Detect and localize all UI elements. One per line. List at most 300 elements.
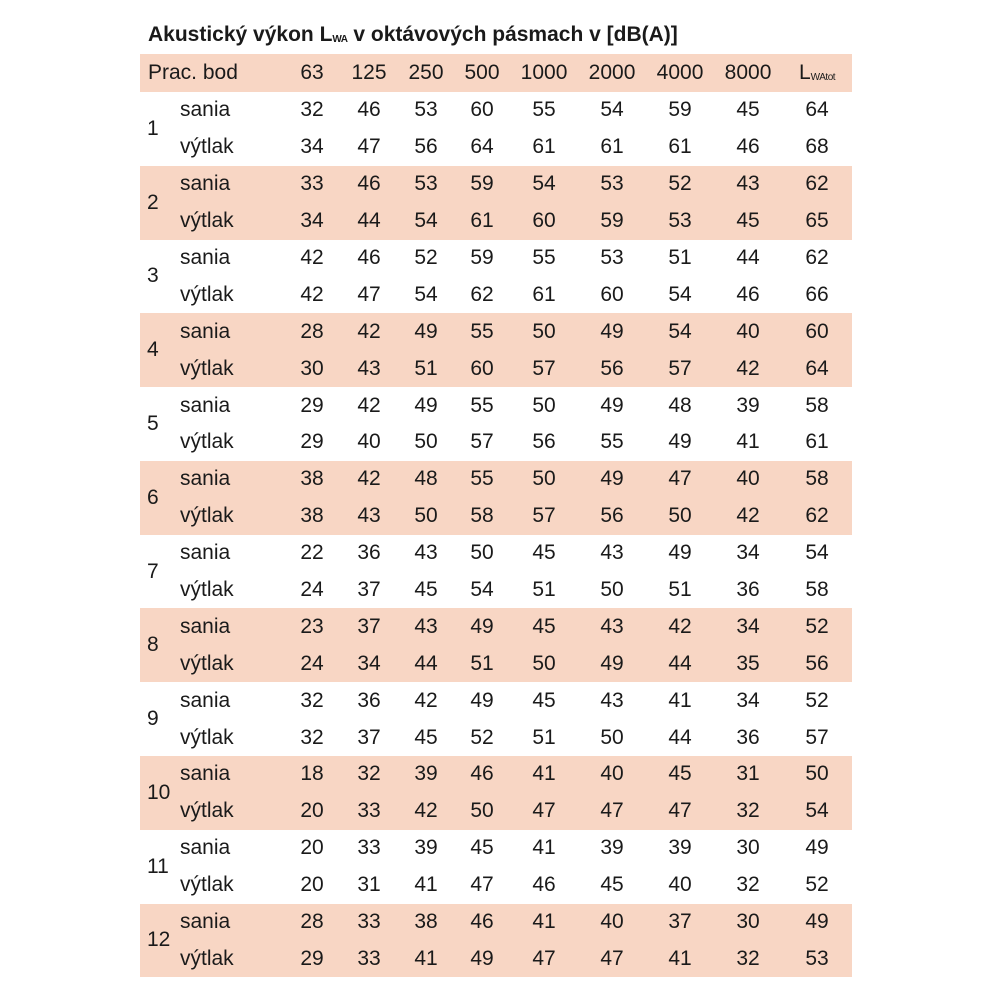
table-row: [140, 498, 852, 535]
band-value: 57: [470, 430, 494, 454]
band-value: 51: [668, 246, 692, 269]
band-value: 53: [600, 172, 624, 196]
mode-label: výtlak: [180, 946, 234, 970]
band-value: 29: [300, 430, 324, 454]
band-value: 51: [668, 578, 692, 602]
band-value: 54: [414, 282, 438, 306]
band-value: 47: [470, 873, 494, 897]
band-value: 61: [470, 209, 494, 233]
band-value: 51: [532, 578, 556, 602]
band-value: 35: [736, 651, 760, 675]
operating-point-number: 1: [147, 116, 159, 140]
band-value: 42: [300, 246, 324, 269]
band-value: 40: [600, 762, 624, 786]
band-value: 47: [668, 799, 692, 823]
operating-point-number: 10: [147, 780, 171, 804]
band-value: 37: [357, 614, 381, 638]
band-value: 36: [736, 725, 760, 749]
total-value: 58: [805, 578, 829, 602]
band-value: 40: [736, 319, 760, 343]
band-value: 43: [414, 541, 438, 565]
table-row: [140, 350, 852, 387]
table-row: [140, 535, 852, 572]
band-value: 46: [357, 172, 381, 196]
band-value: 30: [736, 836, 760, 860]
operating-point-number: 11: [147, 854, 169, 878]
band-value: 37: [668, 910, 692, 934]
band-value: 45: [414, 725, 438, 749]
band-value: 60: [600, 282, 624, 306]
band-value: 38: [414, 910, 438, 934]
total-value: 61: [805, 430, 829, 454]
band-value: 55: [470, 393, 494, 417]
band-value: 40: [736, 467, 760, 491]
band-value: 61: [532, 135, 556, 159]
band-value: 45: [532, 688, 556, 712]
band-value: 49: [470, 688, 494, 712]
header-band: 8000: [724, 61, 772, 84]
band-value: 34: [300, 209, 324, 233]
band-value: 64: [470, 135, 494, 159]
band-value: 39: [668, 836, 692, 860]
band-value: 54: [470, 578, 494, 602]
band-value: 41: [532, 910, 556, 934]
total-value: 54: [805, 541, 829, 565]
band-value: 38: [300, 504, 324, 528]
band-value: 47: [357, 135, 381, 159]
band-value: 50: [532, 393, 556, 417]
band-value: 46: [357, 246, 381, 269]
table-row: [140, 203, 852, 240]
total-value: 62: [805, 172, 829, 196]
mode-label: výtlak: [180, 135, 234, 159]
band-value: 52: [470, 725, 494, 749]
band-value: 56: [600, 504, 624, 528]
total-value: 58: [805, 393, 829, 417]
table-row: [140, 793, 852, 830]
operating-point-group: [140, 166, 852, 240]
band-value: 49: [600, 651, 624, 675]
operating-point-group: [140, 92, 852, 166]
band-value: 43: [600, 614, 624, 638]
header-band: 500: [464, 61, 500, 84]
band-value: 55: [532, 98, 556, 122]
operating-point-group: [140, 240, 852, 314]
band-value: 29: [300, 393, 324, 417]
band-value: 59: [470, 172, 494, 196]
band-value: 54: [600, 98, 624, 122]
band-value: 34: [736, 688, 760, 712]
band-value: 44: [736, 246, 760, 269]
band-value: 32: [736, 799, 760, 823]
table-row: [140, 867, 852, 904]
header-row: [140, 54, 852, 92]
band-value: 54: [668, 282, 692, 306]
operating-point-number: 2: [147, 190, 159, 214]
sound-power-table: [140, 54, 852, 977]
band-value: 58: [470, 504, 494, 528]
band-value: 34: [736, 614, 760, 638]
band-value: 34: [736, 541, 760, 565]
band-value: 45: [470, 836, 494, 860]
mode-label: sania: [180, 319, 231, 343]
band-value: 44: [357, 209, 381, 233]
band-value: 18: [300, 762, 324, 786]
band-value: 36: [357, 541, 381, 565]
total-value: 54: [805, 799, 829, 823]
table-row: [140, 608, 852, 645]
band-value: 54: [532, 172, 556, 196]
band-value: 36: [357, 688, 381, 712]
band-value: 42: [300, 282, 324, 306]
header-total: [782, 54, 852, 92]
total-value: 62: [805, 504, 829, 528]
band-value: 44: [668, 725, 692, 749]
band-value: 46: [736, 282, 760, 306]
band-value: 36: [736, 578, 760, 602]
band-value: 39: [736, 393, 760, 417]
band-value: 41: [414, 873, 438, 897]
header-band: 2000: [588, 61, 636, 84]
band-value: 47: [357, 282, 381, 306]
mode-label: sania: [180, 172, 231, 196]
total-value: 53: [805, 946, 829, 970]
operating-point-group: [140, 461, 852, 535]
band-value: 22: [300, 541, 324, 565]
band-value: 20: [300, 799, 324, 823]
band-value: 42: [414, 799, 438, 823]
operating-point-group: [140, 830, 852, 904]
band-value: 45: [532, 541, 556, 565]
title-suffix: v oktávových pásmach v [dB(A)]: [347, 23, 678, 46]
band-value: 49: [600, 467, 624, 491]
header-band: 4000: [656, 61, 704, 84]
band-value: 20: [300, 836, 324, 860]
total-value: 68: [805, 135, 829, 159]
mode-label: sania: [180, 393, 231, 417]
band-value: 60: [470, 356, 494, 380]
band-value: 53: [414, 172, 438, 196]
band-value: 44: [668, 651, 692, 675]
table-row: [140, 572, 852, 609]
band-value: 46: [736, 135, 760, 159]
mode-label: sania: [180, 910, 231, 934]
band-value: 52: [414, 246, 438, 269]
band-value: 41: [668, 946, 692, 970]
band-value: 49: [668, 541, 692, 565]
band-value: 29: [300, 946, 324, 970]
band-value: 55: [532, 246, 556, 269]
band-value: 39: [414, 836, 438, 860]
band-value: 46: [357, 98, 381, 122]
total-value: 58: [805, 467, 829, 491]
band-value: 43: [600, 541, 624, 565]
band-value: 33: [300, 172, 324, 196]
band-value: 45: [600, 873, 624, 897]
band-value: 39: [414, 762, 438, 786]
total-value: 57: [805, 725, 829, 749]
operating-point-group: [140, 756, 852, 830]
band-value: 49: [600, 393, 624, 417]
mode-label: výtlak: [180, 578, 234, 602]
header-band: 125: [351, 61, 387, 84]
band-value: 51: [470, 651, 494, 675]
title-subscript: WA: [332, 34, 348, 45]
mode-label: výtlak: [180, 430, 234, 454]
band-value: 42: [736, 504, 760, 528]
total-value: 52: [805, 873, 829, 897]
band-value: 37: [357, 725, 381, 749]
band-value: 49: [668, 430, 692, 454]
operating-point-number: 12: [147, 928, 171, 952]
total-value: 50: [805, 762, 829, 786]
band-value: 56: [414, 135, 438, 159]
band-value: 48: [668, 393, 692, 417]
band-value: 20: [300, 873, 324, 897]
header-total-main: L: [798, 61, 811, 84]
band-value: 43: [736, 172, 760, 196]
band-value: 37: [357, 578, 381, 602]
operating-point-group: [140, 608, 852, 682]
band-value: 61: [532, 282, 556, 306]
mode-label: sania: [180, 688, 231, 712]
band-value: 60: [532, 209, 556, 233]
band-value: 50: [414, 504, 438, 528]
mode-label: sania: [180, 541, 231, 565]
band-value: 23: [300, 614, 324, 638]
band-value: 59: [668, 98, 692, 122]
band-value: 42: [668, 614, 692, 638]
title-prefix: Akustický výkon L: [148, 23, 333, 46]
band-value: 60: [470, 98, 494, 122]
table-title: [140, 18, 852, 54]
header-point: Prac. bod: [148, 61, 238, 84]
total-value: 66: [805, 282, 829, 306]
total-value: 64: [805, 356, 829, 380]
total-value: 65: [805, 209, 829, 233]
band-value: 50: [470, 541, 494, 565]
band-value: 49: [414, 393, 438, 417]
band-value: 24: [300, 651, 324, 675]
band-value: 33: [357, 946, 381, 970]
band-value: 55: [470, 319, 494, 343]
band-value: 41: [668, 688, 692, 712]
operating-point-group: [140, 535, 852, 609]
table-row: [140, 276, 852, 313]
band-value: 28: [300, 910, 324, 934]
band-value: 43: [357, 356, 381, 380]
band-value: 30: [300, 356, 324, 380]
band-value: 32: [736, 873, 760, 897]
mode-label: výtlak: [180, 725, 234, 749]
band-value: 38: [300, 467, 324, 491]
table-row: [140, 424, 852, 461]
mode-label: výtlak: [180, 504, 234, 528]
band-value: 53: [414, 98, 438, 122]
band-value: 62: [470, 282, 494, 306]
table-row: [140, 904, 852, 941]
band-value: 50: [668, 504, 692, 528]
band-value: 53: [600, 246, 624, 269]
header-band: 1000: [520, 61, 568, 84]
band-value: 51: [532, 725, 556, 749]
operating-point-group: [140, 904, 852, 978]
mode-label: výtlak: [180, 209, 234, 233]
mode-label: výtlak: [180, 873, 234, 897]
band-value: 50: [414, 430, 438, 454]
total-value: 52: [805, 688, 829, 712]
total-value: 49: [805, 836, 829, 860]
band-value: 49: [470, 946, 494, 970]
band-value: 56: [532, 430, 556, 454]
band-value: 42: [357, 393, 381, 417]
band-value: 56: [600, 356, 624, 380]
table-row: [140, 129, 852, 166]
band-value: 33: [357, 910, 381, 934]
table-row: [140, 719, 852, 756]
table-row: [140, 92, 852, 129]
header-band: 250: [408, 61, 444, 84]
operating-point-number: 6: [147, 485, 159, 509]
mode-label: sania: [180, 836, 231, 860]
operating-point-number: 9: [147, 707, 159, 731]
table-row: [140, 682, 852, 719]
band-value: 57: [532, 356, 556, 380]
band-value: 57: [532, 504, 556, 528]
total-value: 62: [805, 246, 829, 269]
mode-label: sania: [180, 98, 231, 122]
band-value: 47: [532, 799, 556, 823]
table-row: [140, 940, 852, 977]
band-value: 44: [414, 651, 438, 675]
band-value: 32: [736, 946, 760, 970]
operating-point-group: [140, 682, 852, 756]
band-value: 55: [470, 467, 494, 491]
mode-label: výtlak: [180, 799, 234, 823]
band-value: 50: [532, 467, 556, 491]
operating-point-number: 3: [147, 264, 159, 288]
band-value: 32: [300, 688, 324, 712]
band-value: 52: [668, 172, 692, 196]
table-row: [140, 830, 852, 867]
band-value: 45: [532, 614, 556, 638]
table-row: [140, 461, 852, 498]
band-value: 50: [532, 651, 556, 675]
band-value: 39: [600, 836, 624, 860]
operating-point-group: [140, 387, 852, 461]
table-row: [140, 387, 852, 424]
band-value: 32: [300, 725, 324, 749]
band-value: 48: [414, 467, 438, 491]
operating-point-number: 4: [147, 338, 159, 362]
band-value: 55: [600, 430, 624, 454]
band-value: 34: [300, 135, 324, 159]
band-value: 42: [357, 319, 381, 343]
mode-label: sania: [180, 762, 231, 786]
band-value: 33: [357, 836, 381, 860]
band-value: 43: [414, 614, 438, 638]
band-value: 47: [600, 946, 624, 970]
band-value: 50: [600, 578, 624, 602]
band-value: 42: [414, 688, 438, 712]
total-value: 64: [805, 98, 829, 122]
operating-point-number: 7: [147, 559, 159, 583]
band-value: 32: [357, 762, 381, 786]
total-value: 56: [805, 651, 829, 675]
band-value: 50: [600, 725, 624, 749]
band-value: 31: [736, 762, 760, 786]
total-value: 49: [805, 910, 829, 934]
table-row: [140, 240, 852, 277]
band-value: 59: [470, 246, 494, 269]
band-value: 50: [532, 319, 556, 343]
mode-label: sania: [180, 246, 231, 269]
mode-label: výtlak: [180, 282, 234, 306]
band-value: 47: [600, 799, 624, 823]
band-value: 40: [357, 430, 381, 454]
band-value: 41: [532, 836, 556, 860]
mode-label: výtlak: [180, 651, 234, 675]
band-value: 45: [736, 209, 760, 233]
band-value: 28: [300, 319, 324, 343]
band-value: 45: [736, 98, 760, 122]
band-value: 47: [532, 946, 556, 970]
band-value: 54: [668, 319, 692, 343]
table-row: [140, 645, 852, 682]
operating-point-number: 5: [147, 412, 159, 436]
band-value: 50: [470, 799, 494, 823]
band-value: 51: [414, 356, 438, 380]
band-value: 33: [357, 799, 381, 823]
band-value: 53: [668, 209, 692, 233]
operating-point-number: 8: [147, 633, 159, 657]
band-value: 43: [600, 688, 624, 712]
band-value: 47: [668, 467, 692, 491]
band-value: 34: [357, 651, 381, 675]
band-value: 49: [470, 614, 494, 638]
band-value: 32: [300, 98, 324, 122]
band-value: 42: [357, 467, 381, 491]
table-row: [140, 313, 852, 350]
band-value: 41: [532, 762, 556, 786]
mode-label: výtlak: [180, 356, 234, 380]
header-band: 63: [300, 61, 324, 84]
operating-point-group: [140, 313, 852, 387]
band-value: 24: [300, 578, 324, 602]
band-value: 59: [600, 209, 624, 233]
header-total-sub: WAtot: [810, 72, 836, 83]
band-value: 61: [600, 135, 624, 159]
band-value: 43: [357, 504, 381, 528]
mode-label: sania: [180, 467, 231, 491]
band-value: 46: [470, 910, 494, 934]
band-value: 57: [668, 356, 692, 380]
band-value: 54: [414, 209, 438, 233]
band-value: 45: [668, 762, 692, 786]
band-value: 49: [600, 319, 624, 343]
table-row: [140, 166, 852, 203]
band-value: 46: [470, 762, 494, 786]
band-value: 40: [668, 873, 692, 897]
band-value: 45: [414, 578, 438, 602]
band-value: 49: [414, 319, 438, 343]
total-value: 60: [805, 319, 829, 343]
table-row: [140, 756, 852, 793]
band-value: 40: [600, 910, 624, 934]
document: [140, 18, 852, 977]
band-value: 30: [736, 910, 760, 934]
band-value: 41: [414, 946, 438, 970]
